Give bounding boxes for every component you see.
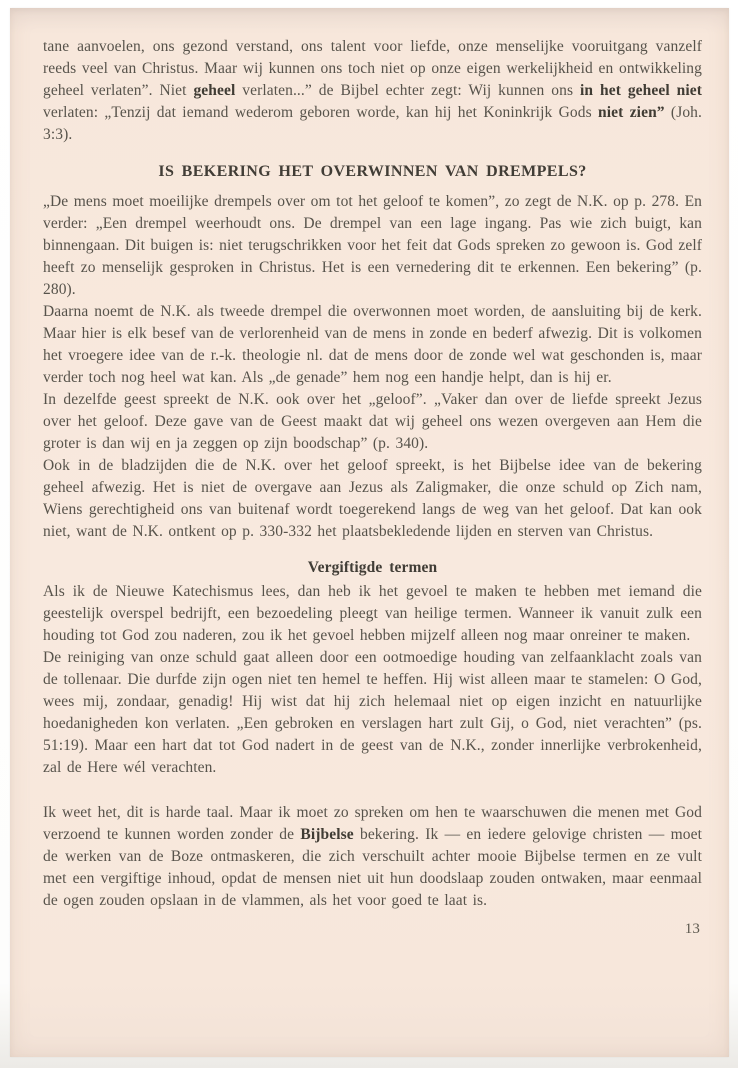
- text-run: Als ik de Nieuwe Katechismus lees, dan heb ik het gevoel te maken te hebben met iemand die geestelijk overspel bedrijft, een bezoedeling pleegt van heilige termen. Wanneer ik vanuit zulk een houding tot God zou naderen, zou ik het gevoel hebben mijzelf alleen nog maar onreiner te maken.: [43, 583, 702, 644]
- bold-text-run: Bijbelse: [300, 826, 354, 843]
- bold-text-run: geheel: [193, 82, 236, 99]
- text-run: (Joh. 3:3).: [43, 104, 702, 143]
- text-run: tane aanvoelen, ons gezond verstand, ons talent voor liefde, onze menselijke vooruitgang vanzelf reeds veel van Christus. Maar wij kunnen ons toch niet op onze eigen werkelijkheid en ontwikkeling geheel verlaten”. Niet: [43, 38, 702, 99]
- bold-text-run: in het geheel niet: [579, 82, 702, 99]
- paragraph-bladzijden: [43, 455, 702, 543]
- sub-heading-vergiftigde-termen: Vergiftigde termen: [307, 559, 438, 576]
- paragraph-geloof: [43, 389, 702, 455]
- paragraph-drempel-quote: [43, 191, 702, 301]
- text-run: Daarna noemt de N.K. als tweede drempel die overwonnen moet worden, de aansluiting bij de kerk. Maar hier is elk besef van de verlorenheid van de mens in zonde en bederf afwezig. Dit is volkomen het vroegere idee van de r.-k. theologie nl. dat de mens door de zonde wel wat geschonden is, maar verder toch nog heel wat kan. Als „de genade” hem nog een handje helpt, dan is hij er.: [43, 303, 702, 386]
- paragraph-harde-taal: [43, 802, 702, 912]
- paragraph-tweede-drempel: [43, 301, 702, 389]
- text-run: „De mens moet moeilijke drempels over om tot het geloof te komen”, zo zegt de N.K. op p. 278. En verder: „Een drempel weerhoudt ons. De drempel van een lage ingang. Pas wie zich buigt, kan binnengaan. Dit buigen is: niet terugschrikken voor het feit dat Gods spreken zo gewoon is. God zelf heeft zo menselijk gesproken in Christus. Het is een vernedering dit te erkennen. Een bekering” (p. 280).: [43, 193, 703, 298]
- paragraph-katechismus: [43, 581, 702, 647]
- text-run: verlaten...” de Bijbel echter zegt: Wij kunnen ons: [235, 82, 580, 99]
- section-heading: IS BEKERING HET OVERWINNEN VAN DREMPELS?: [158, 163, 587, 180]
- page-content: [43, 36, 702, 940]
- text-run: De reiniging van onze schuld gaat alleen door een ootmoedige houding van zelfaanklacht zoals van de tollenaar. Die durfde zijn ogen niet ten hemel te heffen. Hij wist alleen maar te stamelen: O God, wees mij, zondaar, genadig! Hij wist dat hij zich helemaal niet op eigen inzicht en natuurlijke hoedanigheden kon verlaten. „Een gebroken en verslagen hart zult Gij, o God, niet verachten” (ps. 51:19). Maar een hart dat tot God nadert in de geest van de N.K., zonder innerlijke verbrokenheid, zal de Here wél verachten.: [43, 649, 702, 776]
- book-page: [10, 8, 729, 1057]
- paragraph-reiniging: [43, 647, 702, 779]
- text-run: In dezelfde geest spreekt de N.K. ook over het „geloof”. „Vaker dan over de liefde spreekt Jezus over het geloof. Deze gave van de Geest maakt dat wij geheel ons wezen overgeven aan Hem die groter is dan wij en ja zeggen op zijn boodschap” (p. 340).: [43, 391, 702, 452]
- page-number: 13: [684, 921, 700, 937]
- text-run: bekering. Ik — en iedere gelovige christen — moet de werken van de Boze ontmaskeren, die zich verschuilt achter mooie Bijbelse termen en ze vult met een vergiftige inhoud, opdat de mensen niet uit hun doodslaap zouden ontwaken, maar eenmaal de ogen zouden opslaan in de vlammen, als het voor goed te laat is.: [43, 826, 702, 909]
- text-run: Ook in de bladzijden die de N.K. over het geloof spreekt, is het Bijbelse idee van de bekering geheel afwezig. Het is niet de overgave aan Jezus als Zaligmaker, die onze schuld op Zich nam, Wiens gerechtigheid ons van buitenaf wordt toegerekend langs de weg van het geloof. Dat kan ook niet, want de N.K. ontkent op p. 330-332 het plaatsbekledende lijden en sterven van Christus.: [43, 457, 702, 540]
- bold-text-run: niet zien”: [598, 104, 665, 121]
- text-run: Ik weet het, dit is harde taal. Maar ik moet zo spreken om hen te waarschuwen die menen met God verzoend te kunnen worden zonder de: [43, 804, 702, 843]
- paragraph-intro-continuation: [43, 36, 702, 146]
- text-run: verlaten: „Tenzij dat iemand wederom geboren worde, kan hij het Koninkrijk Gods: [43, 104, 599, 121]
